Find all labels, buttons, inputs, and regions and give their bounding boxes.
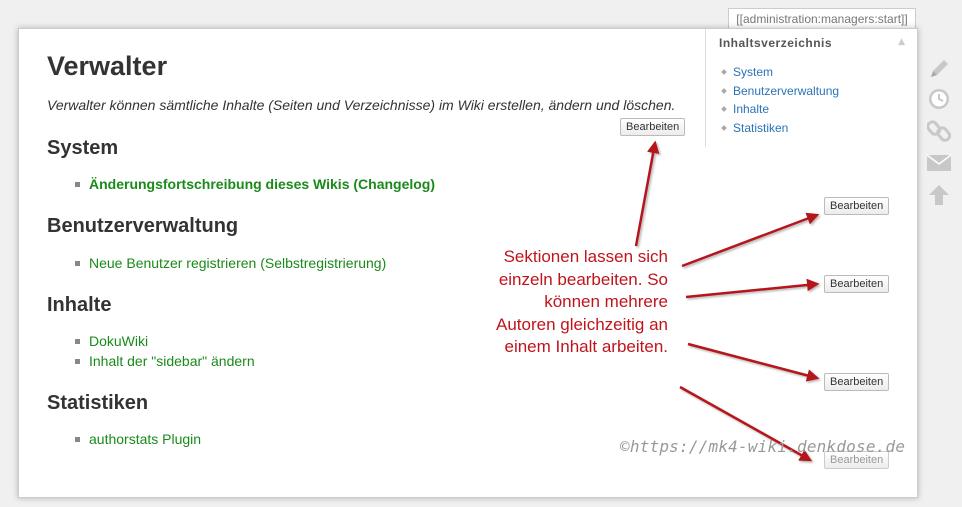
toc-item [721,63,839,82]
annotation-line: Sektionen lassen sich [503,247,668,266]
edit-button-inhalte[interactable]: Bearbeiten [824,373,889,391]
link-dokuwiki[interactable]: DokuWiki [89,333,149,349]
annotation-line: Autoren gleichzeitig an [495,314,668,334]
watermark: ©https://mk4-wiki.denkdose.de [620,437,906,456]
toc-link-system[interactable]: System [733,65,774,79]
section-heading-inhalte: Inhalte [47,294,112,316]
section-heading-system: System [47,137,119,159]
section-list-inhalte [75,331,255,371]
toc-item [721,119,839,138]
section-heading-benutzerverwaltung: Benutzerverwaltung [47,215,239,237]
edit-button-intro[interactable]: Bearbeiten [620,118,685,136]
annotation-line: einzeln bearbeiten. So [498,269,668,289]
envelope-icon[interactable] [926,150,952,176]
link-selbstregistrierung[interactable]: Neue Benutzer registrieren (Selbstregistrierung) [89,255,387,271]
toc-item [721,82,839,101]
list-item [75,253,386,273]
link-icon[interactable] [926,118,952,144]
clock-icon[interactable] [926,86,952,112]
table-of-contents [705,29,917,147]
list-item [75,351,255,371]
section-list-benutzerverwaltung [75,253,386,273]
section-heading-statistiken: Statistiken [47,392,149,414]
page-id-tab: [[administration:managers:start]] [728,8,916,29]
edit-button-system[interactable]: Bearbeiten [824,197,889,215]
toc-list [721,63,839,137]
list-item [75,429,201,449]
toc-heading[interactable]: Inhaltsverzeichnis [719,36,833,50]
arrow-up-icon[interactable] [926,182,952,208]
toc-link-inhalte[interactable]: Inhalte [733,102,770,116]
page-title: Verwalter [47,51,168,81]
link-authorstats[interactable]: authorstats Plugin [89,431,202,447]
list-item [75,331,255,351]
section-list-statistiken [75,429,201,449]
toc-item [721,100,839,119]
toc-link-benutzerverwaltung[interactable]: Benutzerverwaltung [733,83,840,98]
list-item [75,174,435,194]
link-sidebar[interactable]: Inhalt der "sidebar" ändern [89,353,255,369]
section-list-system [75,174,435,194]
link-changelog[interactable]: Änderungsfortschreibung dieses Wikis (Changelog) [89,176,436,192]
intro-text: Verwalter können sämtliche Inhalte (Seiten und Verzeichnisse) im Wiki erstellen, ändern und löschen. [47,97,676,113]
edit-button-benutzerverwaltung[interactable]: Bearbeiten [824,275,889,293]
toc-link-statistiken[interactable]: Statistiken [733,120,789,135]
toc-toggle-icon[interactable]: ▲ [898,37,905,47]
annotation-text [448,246,668,359]
pencil-icon[interactable] [926,56,952,82]
annotation-line: einem Inhalt arbeiten. [504,337,668,356]
edit-button-statistiken[interactable]: Bearbeiten [824,451,889,469]
annotation-line: können mehrere [544,292,668,311]
